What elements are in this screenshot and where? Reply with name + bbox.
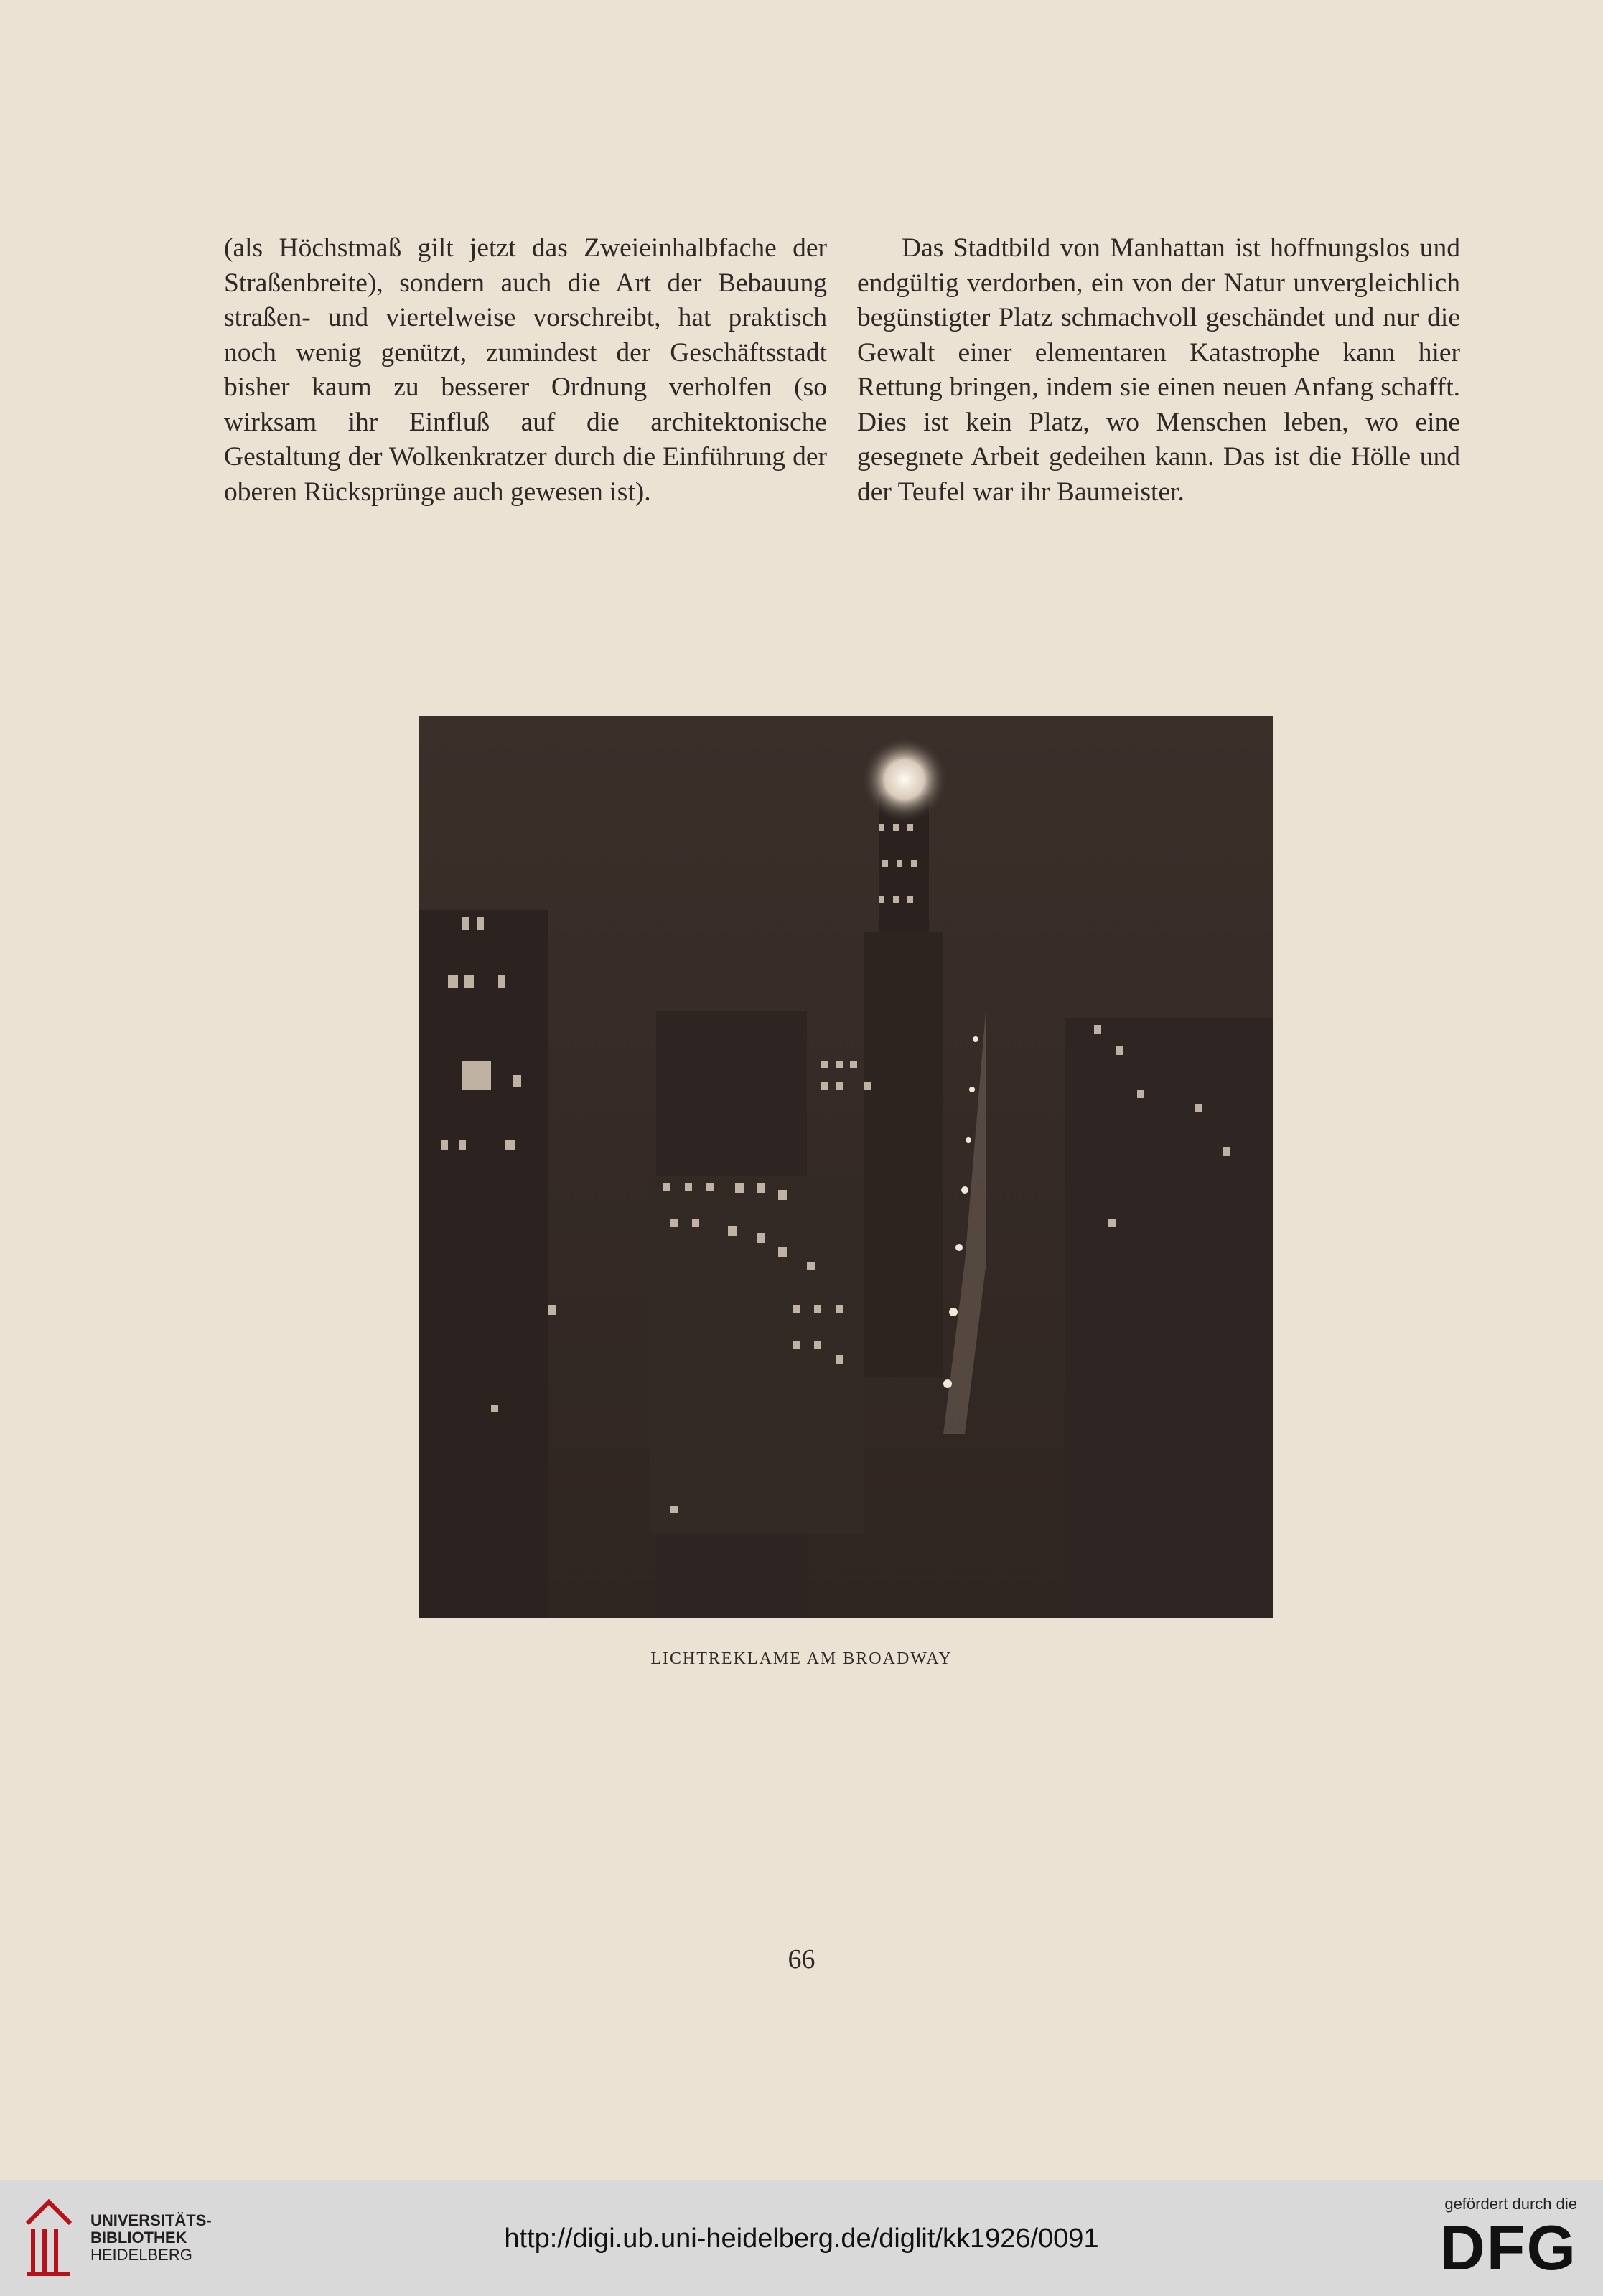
night-skyline-photo [419,716,1273,1618]
left-text-column [224,231,827,510]
dfg-logo: DFG [1439,2212,1577,2283]
funder-block [1412,2195,1577,2282]
right-paragraph: Das Stadtbild von Manhattan ist hoffnungslos und endgültig verdorben, ein von der Natur unvergleichlich begünstigter Platz schmachvoll geschändet und nur die Gewalt einer elementaren Katastrophe kann hier Rettung bringen, indem sie einen neuen Anfang schafft. Dies ist kein Platz, wo Menschen leben, wo eine gesegnete Arbeit gedeihen kann. Das ist die Hölle und der Teufel war ihr Baumeister. [857,233,1460,507]
photo-caption: LICHTREKLAME AM BROADWAY [650,1649,953,1668]
permalink-url[interactable]: http://digi.ub.uni-heidelberg.de/diglit/kk1926/0091 [504,2224,1099,2254]
right-text-column [857,231,1460,510]
page-number: 66 [788,1944,815,1974]
digitization-footer [0,2180,1603,2296]
library-line-1: UNIVERSITÄTS- [90,2211,212,2229]
funding-note: gefördert durch die [1444,2195,1577,2213]
library-line-3: HEIDELBERG [90,2246,192,2264]
left-paragraph: (als Höchstmaß gilt jetzt das Zweieinhalbfache der Straßenbreite), sondern auch die Art der Bebauung straßen- und viertelweise vorschreibt, hat praktisch noch wenig genützt, zumindest der Geschäftsstadt bisher kaum zu besserer Ordnung verholfen (so wirksam ihr Einfluß auf die architektonische Gestaltung der Wolkenkratzer durch die Einführung der oberen Rücksprünge auch gewesen ist). [224,233,827,507]
library-line-2: BIBLIOTHEK [90,2229,187,2246]
